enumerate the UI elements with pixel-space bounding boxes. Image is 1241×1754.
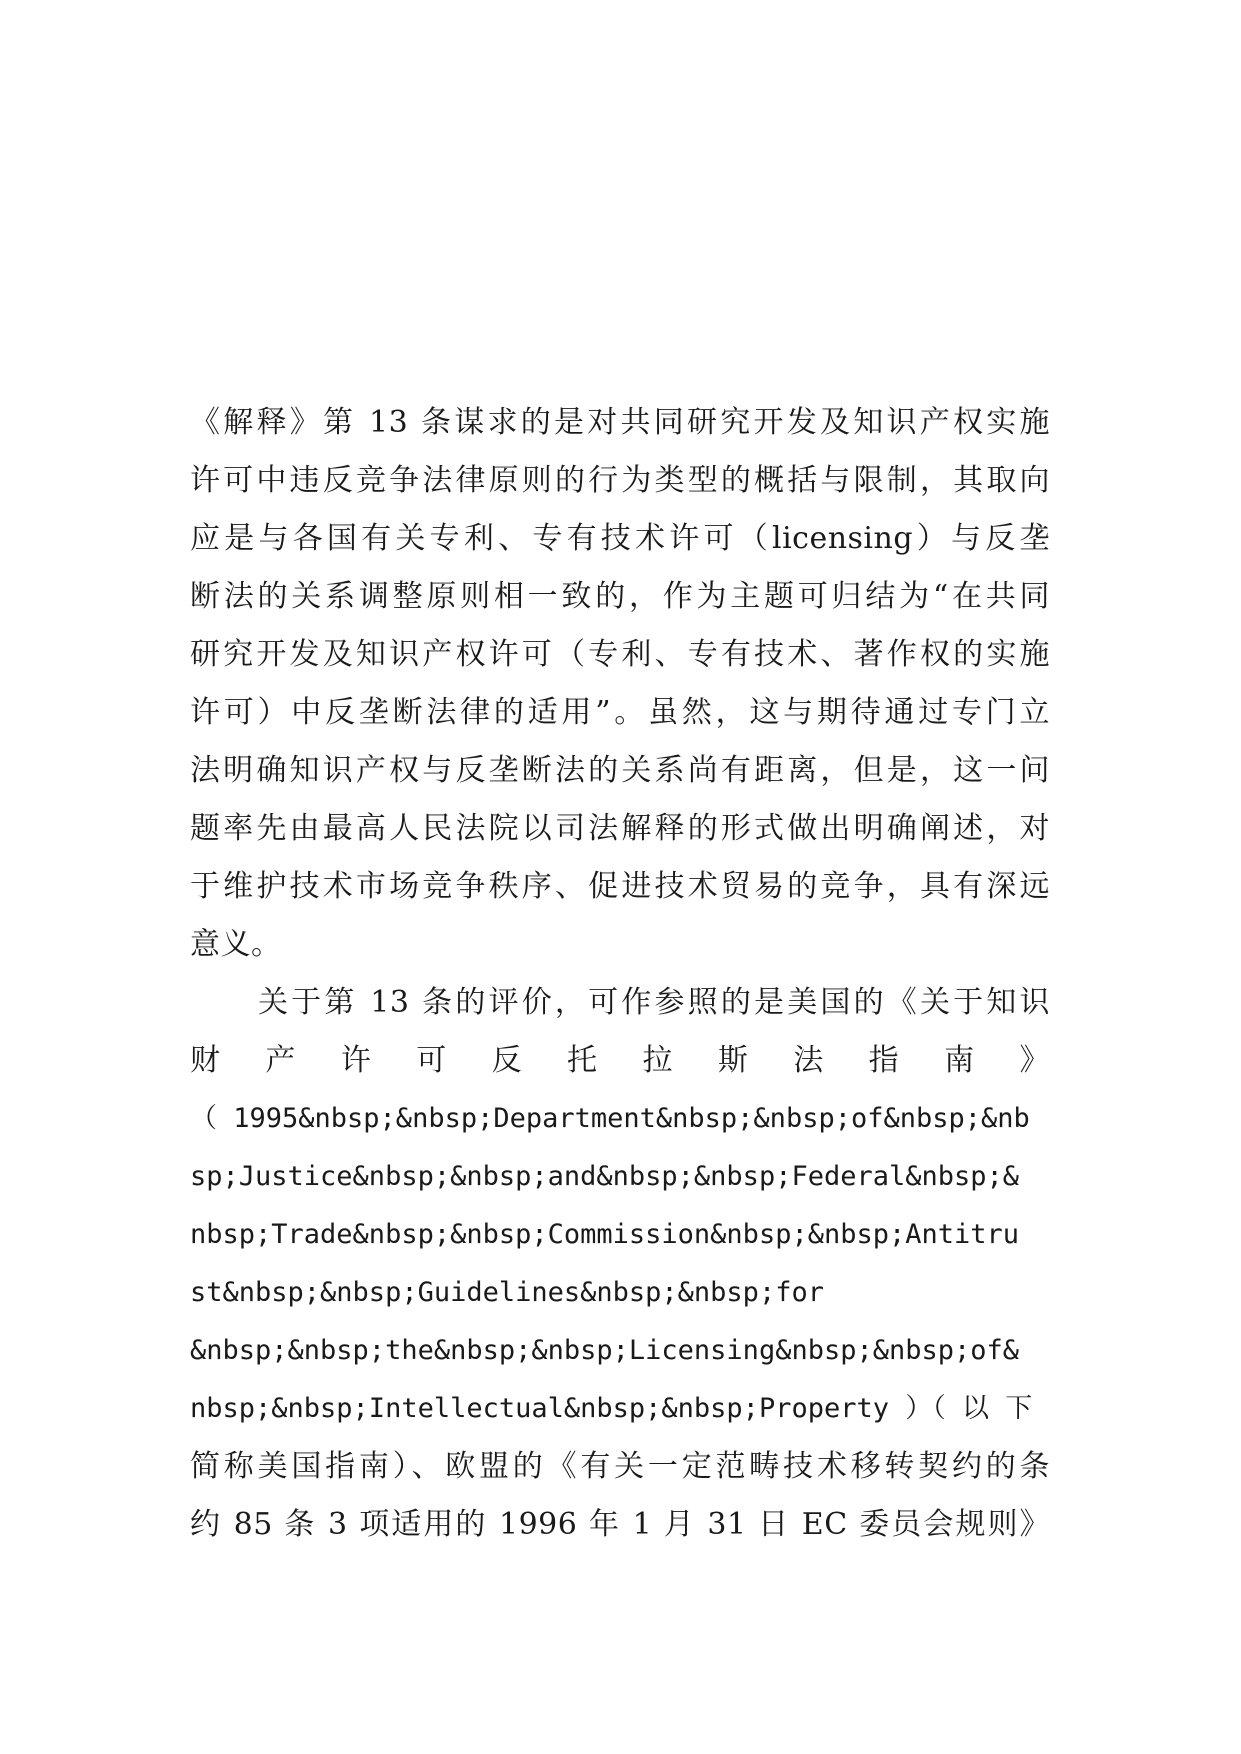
text-line: st&nbsp;&nbsp;Guidelines&nbsp;&nbsp;for [190, 1277, 824, 1308]
text-line: 法明确知识产权与反垄断法的关系尚有距离，但是，这一问 [190, 753, 1050, 788]
text-line: 题率先由最高人民法院以司法解释的形式做出明确阐述，对 [190, 811, 1050, 846]
text-line: 《解释》第 13 条谋求的是对共同研究开发及知识产权实施 [190, 405, 1050, 440]
text-line: 约 85 条 3 项适用的 1996 年 1 月 31 日 EC 委员会规则》 [190, 1507, 1050, 1542]
text-line: sp;Justice&nbsp;&nbsp;and&nbsp;&nbsp;Federal&nbsp;& [190, 1161, 1020, 1192]
text-line: 意义。 [190, 927, 282, 962]
text-line: nbsp;Trade&nbsp;&nbsp;Commission&nbsp;&nbsp;Antitru [190, 1219, 1020, 1250]
text-line: 于维护技术市场竞争秩序、促进技术贸易的竞争，具有深远 [190, 869, 1050, 904]
text-line: 简称美国指南）、欧盟的《有关一定范畴技术移转契约的条 [190, 1449, 1050, 1484]
text-line: 财 产 许 可 反 托 拉 斯 法 指 南 》 [190, 1043, 1050, 1078]
text-line: 应是与各国有关专利、专有技术许可（licensing）与反垄 [190, 521, 1050, 556]
text-line: 研究开发及知识产权许可（专利、专有技术、著作权的实施 [190, 637, 1050, 672]
text-line: &nbsp;&nbsp;the&nbsp;&nbsp;Licensing&nbsp;&nbsp;of& [190, 1335, 1020, 1366]
text-line: （ 1995&nbsp;&nbsp;Department&nbsp;&nbsp;of&nbsp;&nb [190, 1103, 1030, 1134]
text-line: 许可）中反垄断法律的适用”。虽然，这与期待通过专门立 [190, 695, 1050, 730]
text-line: 许可中违反竞争法律原则的行为类型的概括与限制，其取向 [190, 463, 1050, 498]
body-text [190, 394, 1050, 1554]
paragraph-2 [190, 974, 1050, 1554]
text-line: 断法的关系调整原则相一致的，作为主题可归结为“在共同 [190, 579, 1050, 614]
paragraph-1 [190, 394, 1050, 974]
text-line: 关于第 13 条的评价，可作参照的是美国的《关于知识 [258, 985, 1050, 1020]
text-line: nbsp;&nbsp;Intellectual&nbsp;&nbsp;Property ）（ 以 下 [190, 1393, 1033, 1424]
